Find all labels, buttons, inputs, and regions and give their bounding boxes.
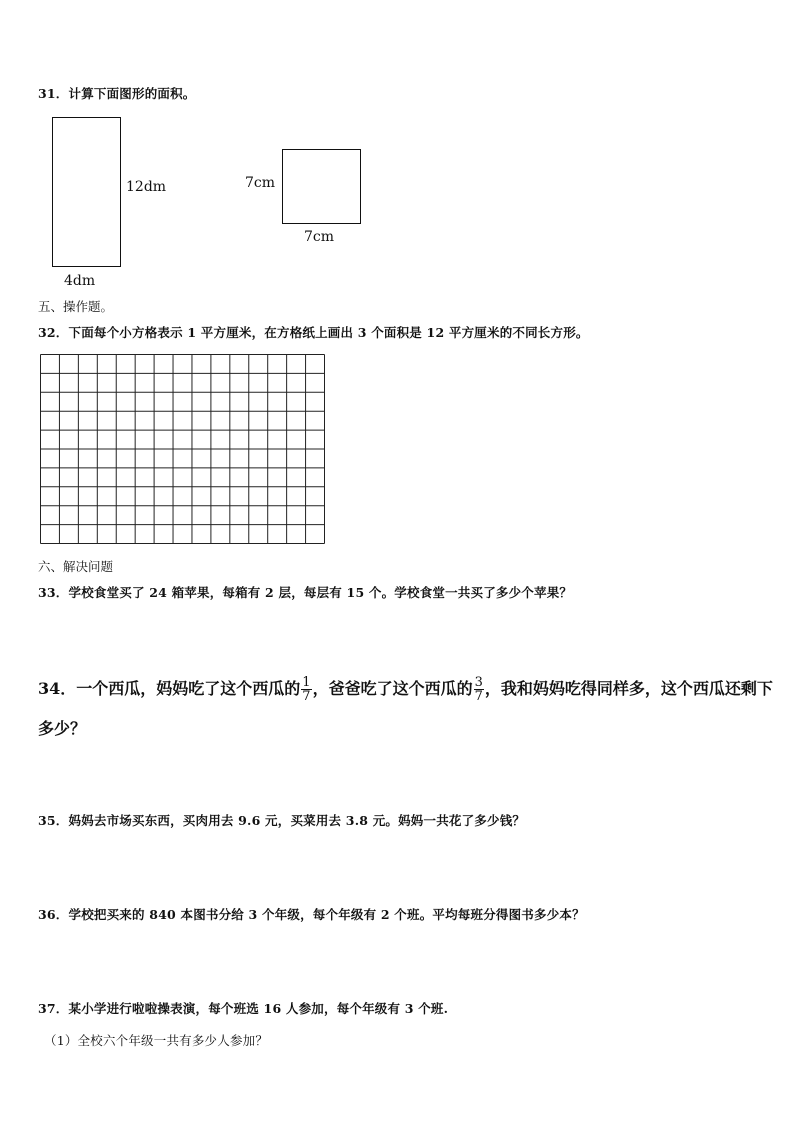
square-bottom-label: 7cm bbox=[304, 229, 335, 245]
square-side-label: 7cm bbox=[245, 175, 276, 191]
q32-text: 32．下面每个小方格表示 1 平方厘米，在方格纸上画出 3 个面积是 12 平方厘米的不同长方形。 bbox=[38, 325, 589, 340]
q34-line2: 多少？ bbox=[38, 719, 87, 738]
q34-line1 bbox=[38, 676, 773, 703]
fraction-one-seventh bbox=[301, 676, 311, 703]
square-grid-paper[interactable] bbox=[40, 354, 325, 544]
section-6-title: 六、解决问题 bbox=[38, 559, 114, 574]
q31-text: 31．计算下面图形的面积。 bbox=[38, 86, 196, 101]
section-5-title: 五、操作题。 bbox=[38, 299, 114, 314]
fraction-three-sevenths bbox=[474, 676, 484, 703]
frac1-denominator: 7 bbox=[302, 689, 311, 704]
q36-text: 36．学校把买来的 840 本图书分给 3 个年级，每个年级有 2 个班。平均每班分得图书多少本？ bbox=[38, 907, 585, 922]
rect-width-label: 4dm bbox=[64, 273, 96, 289]
frac1-numerator: 1 bbox=[302, 675, 311, 690]
rectangle-figure bbox=[52, 117, 121, 267]
grid-lines bbox=[40, 354, 325, 544]
frac2-denominator: 7 bbox=[474, 689, 483, 704]
q37-text: 37．某小学进行啦啦操表演，每个班选 16 人参加，每个年级有 3 个班. bbox=[38, 1001, 449, 1016]
square-figure bbox=[282, 149, 361, 224]
q33-text: 33．学校食堂买了 24 箱苹果，每箱有 2 层，每层有 15 个。学校食堂一共买了多少个苹果？ bbox=[38, 585, 573, 600]
frac2-numerator: 3 bbox=[474, 675, 483, 690]
q34-part2: ，爸爸吃了这个西瓜的 bbox=[312, 679, 473, 698]
q37-sub1: （1）全校六个年级一共有多少人参加？ bbox=[44, 1033, 269, 1048]
q34-part3: ，我和妈妈吃得同样多，这个西瓜还剩下 bbox=[484, 679, 773, 698]
q35-text: 35．妈妈去市场买东西，买肉用去 9.6 元，买菜用去 3.8 元。妈妈一共花了多少钱？ bbox=[38, 813, 526, 828]
rect-height-label: 12dm bbox=[126, 179, 167, 195]
q34-part1: 34．一个西瓜，妈妈吃了这个西瓜的 bbox=[38, 679, 301, 698]
